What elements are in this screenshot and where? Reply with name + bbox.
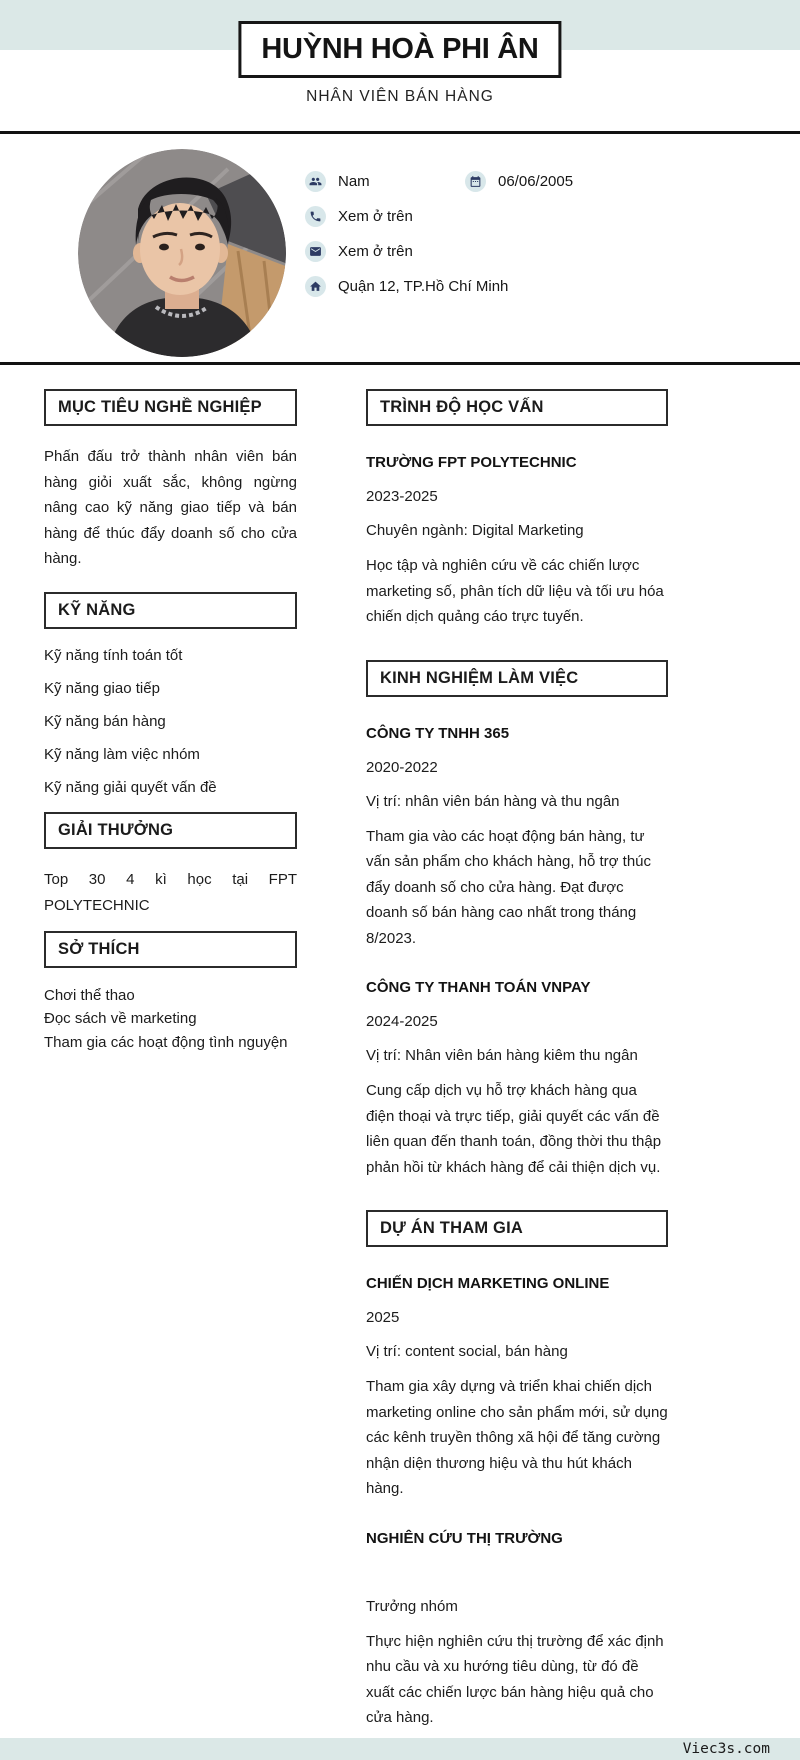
skill-item: Kỹ năng tính toán tốt xyxy=(44,646,183,664)
name-box xyxy=(238,21,561,78)
experience-entry xyxy=(366,979,668,1180)
profile-section xyxy=(0,134,800,362)
page-title: HUỲNH HOÀ PHI ÂN xyxy=(261,33,539,65)
skill-item: Kỹ năng giải quyết vấn đề xyxy=(44,778,217,796)
entry-description: Tham gia vào các hoạt động bán hàng, tư vấn sản phẩm cho khách hàng, hỗ trợ thúc đẩy doanh số cho cửa hàng. Đạt được doanh số bán hàng cao nhất trong tháng 8/2023. xyxy=(366,827,652,947)
section-projects-heading: DỰ ÁN THAM GIA xyxy=(366,1210,668,1247)
phone-icon xyxy=(305,206,326,227)
entry-period: 2020-2022 xyxy=(366,758,438,776)
award-text: Top 30 4 kì học tại FPT POLYTECHNIC xyxy=(44,870,297,914)
footer-band xyxy=(0,1738,800,1760)
email-item xyxy=(305,241,413,262)
phone-value: Xem ở trên xyxy=(338,208,413,225)
objective-text: Phấn đấu trở thành nhân viên bán hàng giỏi xuất sắc, không ngừng nâng cao kỹ năng giao tiếp và bán hàng để thúc đẩy doanh số cho cửa hàng. xyxy=(44,448,297,567)
birthdate-value: 06/06/2005 xyxy=(498,173,574,190)
section-objective-heading: MỤC TIÊU NGHỀ NGHIỆP xyxy=(44,389,297,426)
skill-item: Kỹ năng giao tiếp xyxy=(44,679,160,697)
section-awards-heading: GIẢI THƯỞNG xyxy=(44,812,297,849)
address-value: Quận 12, TP.Hồ Chí Minh xyxy=(338,278,509,295)
job-title: NHÂN VIÊN BÁN HÀNG xyxy=(306,88,494,105)
education-entry xyxy=(366,454,668,630)
entry-description: Thực hiện nghiên cứu thị trường để xác định nhu cầu và xu hướng tiêu dùng, từ đó đề xuất các chiến lược bán hàng hiệu quả cho cửa hàng. xyxy=(366,1632,664,1726)
entry-subtitle: Vị trí: Nhân viên bán hàng kiêm thu ngân xyxy=(366,1047,638,1064)
hobby-item: Chơi thể thao xyxy=(44,986,135,1004)
address-item xyxy=(305,276,508,297)
section-skills-heading: KỸ NĂNG xyxy=(44,592,297,629)
home-icon xyxy=(305,276,326,297)
right-column xyxy=(366,389,668,1731)
skill-item: Kỹ năng làm việc nhóm xyxy=(44,745,200,763)
birthdate-item xyxy=(465,171,573,192)
portrait-illustration xyxy=(78,149,286,357)
entry-title: NGHIÊN CỨU THỊ TRƯỜNG xyxy=(366,1529,563,1547)
section-education-heading: TRÌNH ĐỘ HỌC VẤN xyxy=(366,389,668,426)
entry-period: 2024-2025 xyxy=(366,1013,438,1030)
entry-title: TRƯỜNG FPT POLYTECHNIC xyxy=(366,454,577,471)
entry-period: 2023-2025 xyxy=(366,488,438,505)
info-row xyxy=(305,241,573,262)
info-row xyxy=(305,206,573,227)
phone-item xyxy=(305,206,413,227)
skill-item: Kỹ năng bán hàng xyxy=(44,712,166,730)
entry-subtitle: Vị trí: content social, bán hàng xyxy=(366,1343,568,1360)
info-row xyxy=(305,276,573,297)
entry-title: CÔNG TY THANH TOÁN VNPAY xyxy=(366,979,591,996)
hobby-item: Tham gia các hoạt động tình nguyện xyxy=(44,1033,288,1051)
entry-period: 2025 xyxy=(366,1309,400,1326)
calendar-icon xyxy=(465,171,486,192)
email-value: Xem ở trên xyxy=(338,243,413,260)
entry-description: Tham gia xây dựng và triển khai chiến dịch marketing online cho sản phẩm mới, sử dụng các kênh truyền thông xã hội để tăng cường nhận diện thương hiệu và thu hút khách hàng. xyxy=(366,1378,668,1497)
hobby-list xyxy=(44,984,297,1055)
profile-photo xyxy=(78,149,286,357)
experience-entry xyxy=(366,725,668,952)
project-entry xyxy=(366,1275,668,1502)
content-columns xyxy=(0,365,800,1731)
project-entry xyxy=(366,1530,668,1731)
left-column xyxy=(44,389,297,1731)
entry-subtitle: Chuyên ngành: Digital Marketing xyxy=(366,522,584,539)
entry-subtitle: Trưởng nhóm xyxy=(366,1597,458,1615)
entry-description: Cung cấp dịch vụ hỗ trợ khách hàng qua điện thoại và trực tiếp, giải quyết các vấn đề liên quan đến thanh toán, đồng thời thu thập phản hồi từ khách hàng để cải thiện dịch vụ. xyxy=(366,1082,662,1176)
entry-period xyxy=(366,1564,668,1582)
section-hobbies-heading: SỞ THÍCH xyxy=(44,931,297,968)
info-row xyxy=(305,171,573,192)
watermark: Viec3s.com xyxy=(682,1741,770,1757)
skill-list xyxy=(44,647,297,797)
entry-title: CHIẾN DỊCH MARKETING ONLINE xyxy=(366,1275,610,1292)
entry-description: Học tập và nghiên cứu về các chiến lược marketing số, phân tích dữ liệu và tối ưu hóa chiến dịch quảng cáo trực tuyến. xyxy=(366,557,664,625)
gender-item xyxy=(305,171,465,192)
entry-subtitle: Vị trí: nhân viên bán hàng và thu ngân xyxy=(366,792,620,810)
section-experience-heading: KINH NGHIỆM LÀM VIỆC xyxy=(366,660,668,697)
people-icon xyxy=(305,171,326,192)
email-icon xyxy=(305,241,326,262)
header xyxy=(0,0,800,131)
hobby-item: Đọc sách về marketing xyxy=(44,1010,197,1027)
gender-value: Nam xyxy=(338,173,370,190)
entry-title: CÔNG TY TNHH 365 xyxy=(366,724,510,742)
contact-info xyxy=(305,171,573,311)
